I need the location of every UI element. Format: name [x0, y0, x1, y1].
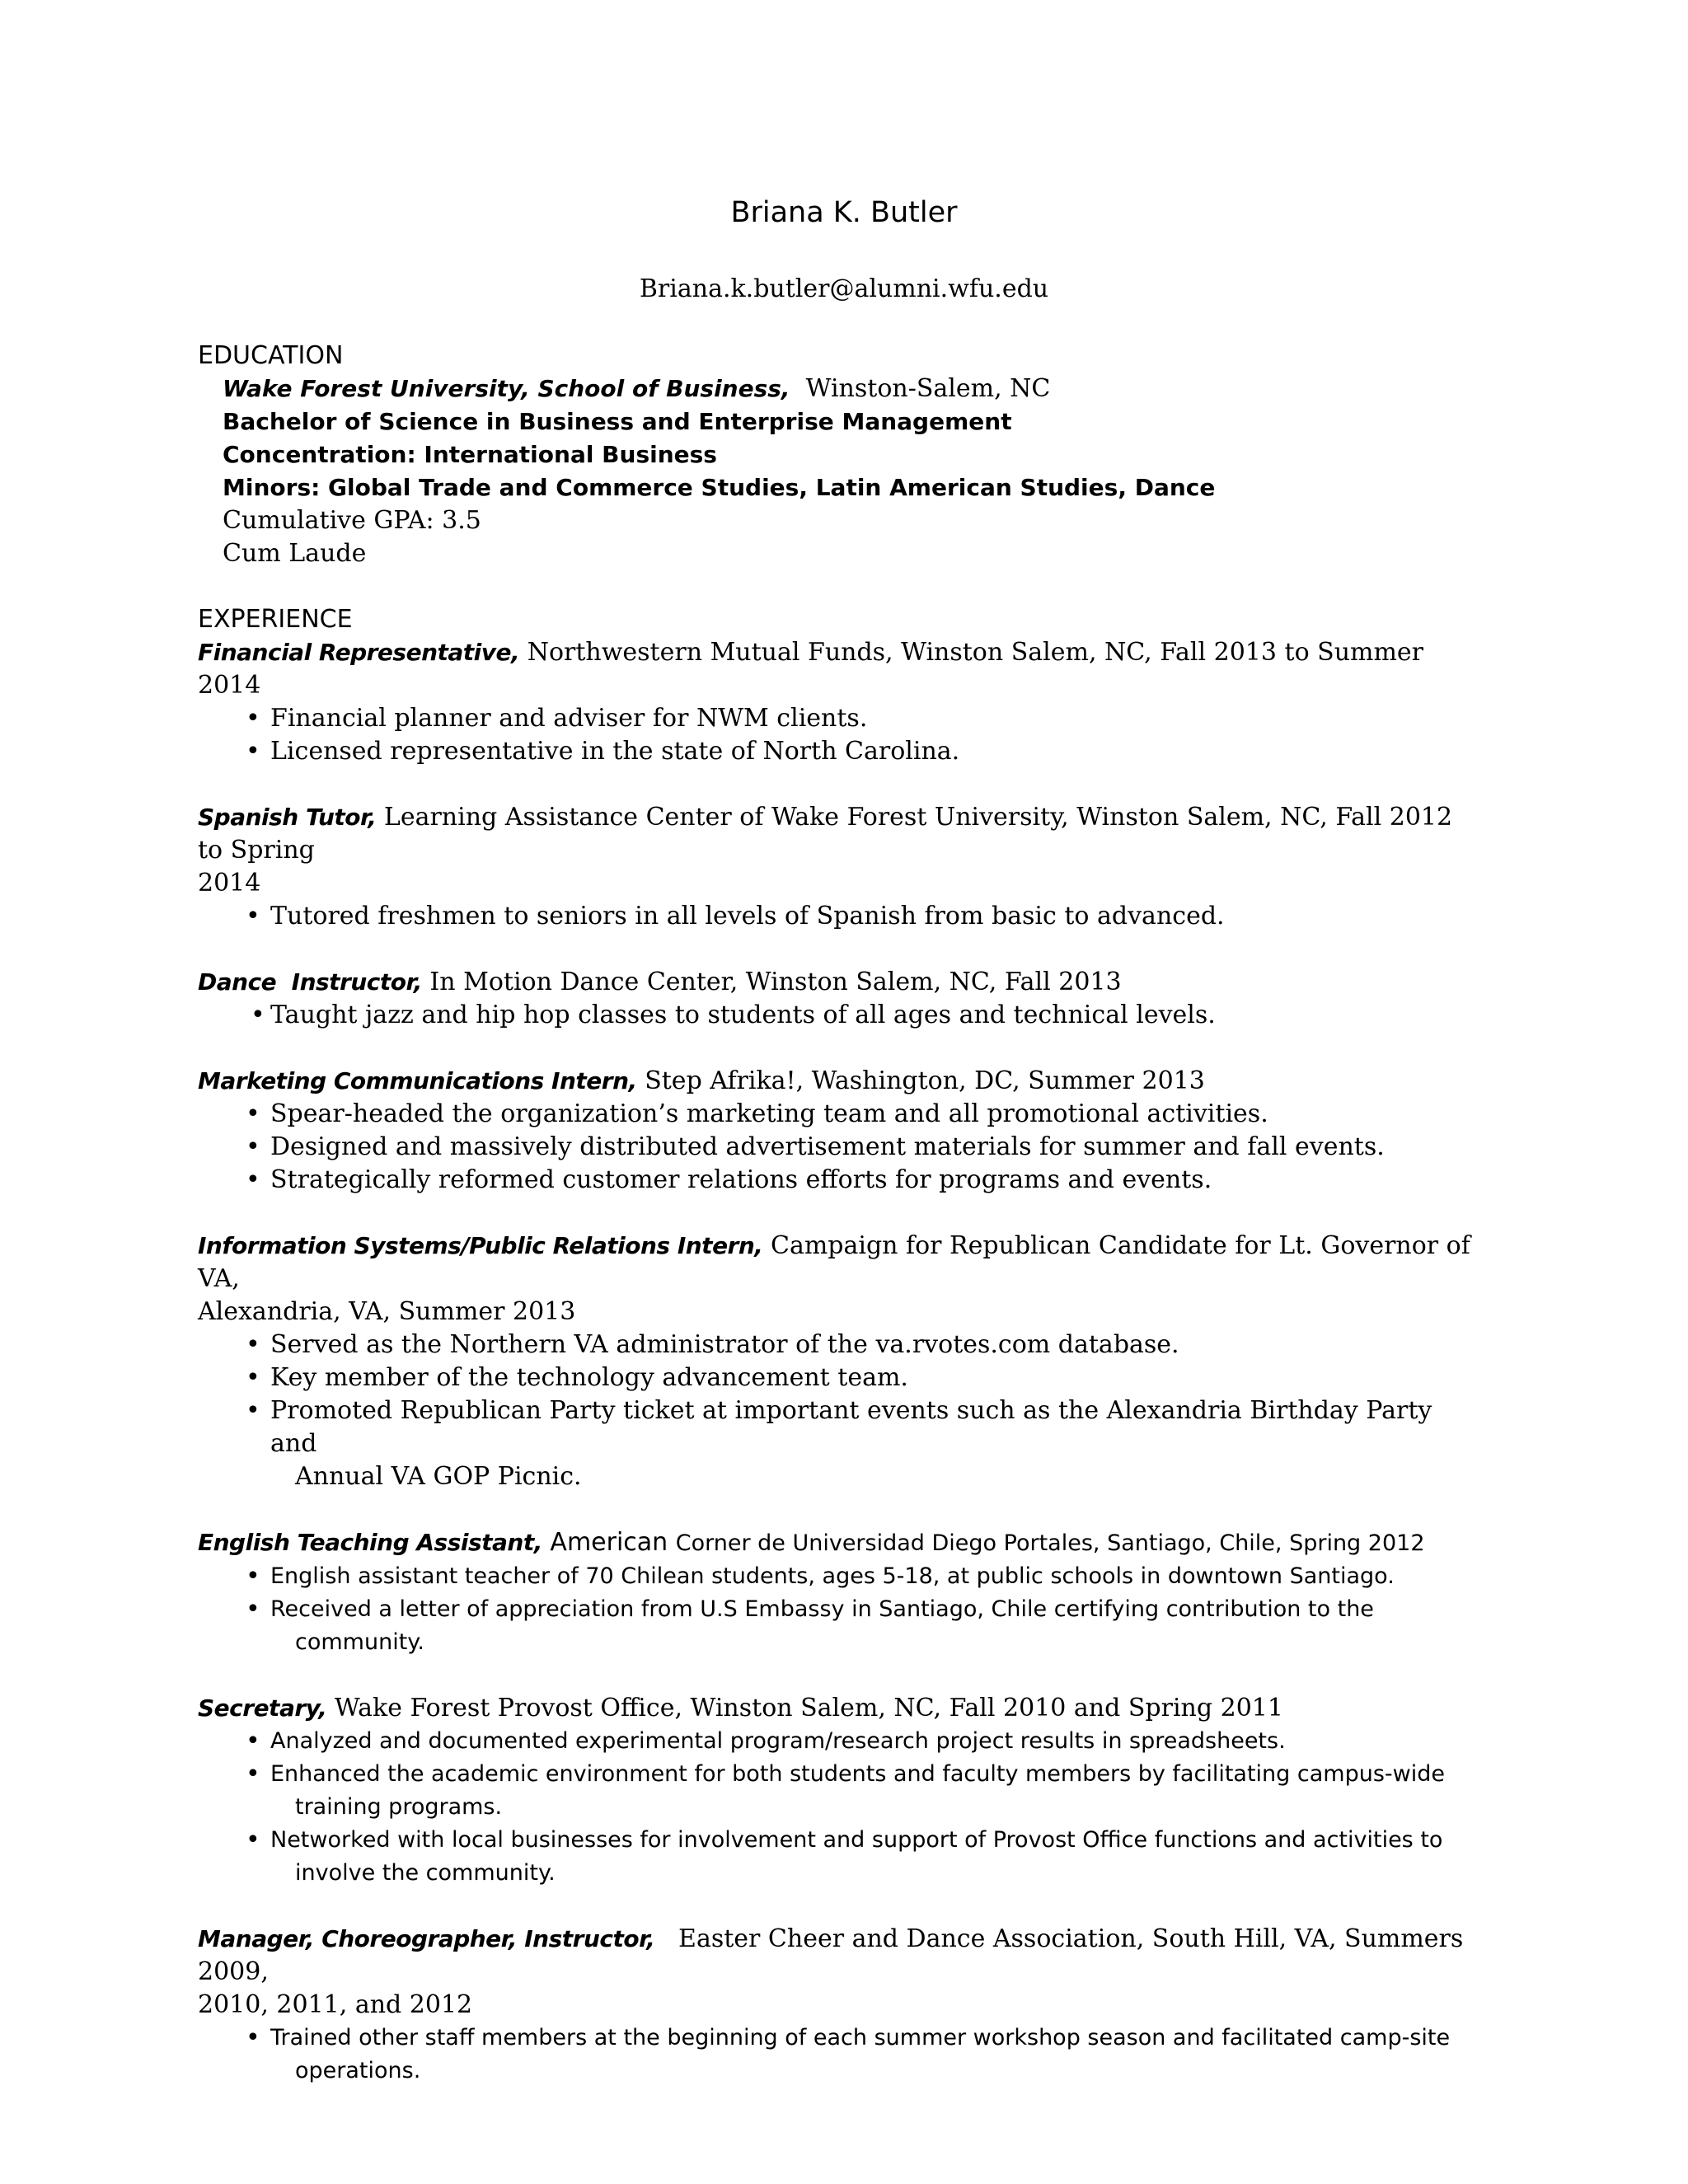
job-bullets — [198, 702, 1484, 768]
job-details: Corner de Universidad Diego Portales, Santiago, Chile, Spring 2012 — [675, 1530, 1425, 1556]
bullet-icon: • — [246, 1396, 260, 1425]
job-details: Step Afrika!, Washington, DC, Summer 2013 — [645, 1066, 1205, 1095]
bullet-text: Strategically reformed customer relations efforts for programs and events. — [270, 1165, 1212, 1194]
job-bullet — [198, 1725, 1484, 1758]
bullet-text: Enhanced the academic environment for both students and faculty members by facilitating campus-wide — [270, 1761, 1445, 1787]
job-title: Manager, Choreographer, Instructor, — [198, 1925, 655, 1952]
bullet-icon: • — [246, 1727, 260, 1755]
job-entry — [198, 1526, 1484, 1659]
bullet-icon: • — [246, 1363, 260, 1392]
job-header — [198, 1230, 1484, 1296]
candidate-name: Briana K. Butler — [730, 196, 958, 229]
resume-body — [198, 340, 1484, 2088]
job-details: Campaign for Republican Candidate for Lt. Governor of VA, — [198, 1231, 1470, 1293]
job-title: Marketing Communications Intern, — [198, 1067, 637, 1094]
job-details: Wake Forest Provost Office, Winston Salem, NC, Fall 2010 and Spring 2011 — [334, 1694, 1283, 1722]
bullet-icon: • — [246, 1132, 260, 1161]
job-entry — [198, 1065, 1484, 1197]
job-bullets — [198, 1329, 1484, 1493]
job-bullets — [198, 2022, 1484, 2088]
bullet-icon: • — [246, 2023, 260, 2052]
job-bullet — [198, 1361, 1484, 1394]
job-title: Secretary, — [198, 1694, 327, 1722]
bullet-text: Received a letter of appreciation from U.S Embassy in Santiago, Chile certifying contribution to the — [270, 1596, 1374, 1622]
bullet-text: Taught jazz and hip hop classes to students of all ages and technical levels. — [270, 1001, 1216, 1029]
education-school-line — [223, 373, 1484, 405]
job-title: Dance Instructor, — [198, 968, 422, 996]
job-header — [198, 1923, 1484, 1989]
bullet-text: Key member of the technology advancement team. — [270, 1363, 908, 1392]
bullet-text: Networked with local businesses for involvement and support of Provost Office functions and activities to — [270, 1827, 1443, 1853]
education-location: Winston-Salem, NC — [805, 374, 1051, 403]
bullet-icon: • — [246, 1760, 260, 1788]
bullet-text: Promoted Republican Party ticket at important events such as the Alexandria Birthday Party and — [270, 1396, 1432, 1458]
job-entry — [198, 966, 1484, 1032]
education-minors: Minors: Global Trade and Commerce Studies, Latin American Studies, Dance — [223, 474, 1216, 501]
job-title: Financial Representative, — [198, 639, 520, 666]
job-bullets — [198, 1098, 1484, 1197]
bullet-text-cont: Annual VA GOP Picnic. — [295, 1462, 582, 1491]
job-details: Easter Cheer and Dance Association, South Hill, VA, Summers 2009, — [198, 1924, 1464, 1986]
job-details-cont: 2014 — [198, 869, 261, 898]
education-concentration: Concentration: International Business — [223, 441, 717, 468]
job-details: Learning Assistance Center of Wake Forest University, Winston Salem, NC, Fall 2012 to Spring — [198, 803, 1453, 865]
job-entry — [198, 801, 1484, 933]
education-honors: Cum Laude — [223, 539, 367, 568]
job-bullet — [198, 999, 1484, 1032]
job-title: Information Systems/Public Relations Intern, — [198, 1232, 763, 1259]
job-entry — [198, 1692, 1484, 1890]
job-bullets — [198, 999, 1484, 1032]
education-heading: EDUCATION — [198, 341, 344, 370]
job-bullet — [198, 1164, 1484, 1197]
bullet-icon: • — [246, 1562, 260, 1591]
job-bullet — [198, 900, 1484, 933]
job-header — [198, 1526, 1484, 1560]
job-bullet — [198, 1329, 1484, 1361]
bullet-text: Licensed representative in the state of North Carolina. — [270, 737, 960, 766]
bullet-text: Designed and massively distributed advertisement materials for summer and fall events. — [270, 1132, 1385, 1161]
job-bullet — [198, 2022, 1484, 2088]
education-section — [198, 373, 1484, 570]
job-details: In Motion Dance Center, Winston Salem, NC, Fall 2013 — [429, 968, 1122, 996]
job-details-bold: American — [550, 1528, 668, 1557]
job-bullet — [198, 702, 1484, 735]
job-entry — [198, 1230, 1484, 1493]
bullet-text: Analyzed and documented experimental program/research project results in spreadsheets. — [270, 1728, 1286, 1754]
job-header — [198, 801, 1484, 867]
candidate-email: Briana.k.butler@alumni.wfu.edu — [639, 274, 1049, 303]
bullet-icon: • — [246, 704, 260, 733]
bullet-icon: • — [251, 1001, 265, 1029]
education-school: Wake Forest University, School of Business, — [223, 375, 790, 402]
bullet-icon: • — [246, 1595, 260, 1624]
bullet-icon: • — [246, 737, 260, 766]
bullet-icon: • — [246, 1165, 260, 1194]
bullet-text: Trained other staff members at the beginning of each summer workshop season and facilitated camp-site — [270, 2025, 1451, 2050]
bullet-text-cont: operations. — [295, 2058, 421, 2083]
bullet-icon: • — [246, 1825, 260, 1854]
job-bullet — [198, 1098, 1484, 1131]
job-details-cont: Alexandria, VA, Summer 2013 — [198, 1297, 576, 1326]
bullet-text: Tutored freshmen to seniors in all levels of Spanish from basic to advanced. — [270, 902, 1225, 930]
education-degree: Bachelor of Science in Business and Enterprise Management — [223, 408, 1012, 435]
job-header — [198, 1065, 1484, 1098]
education-gpa: Cumulative GPA: 3.5 — [223, 506, 481, 535]
bullet-text-cont: training programs. — [295, 1794, 503, 1820]
job-bullet — [198, 1560, 1484, 1593]
job-title: Spanish Tutor, — [198, 804, 377, 831]
job-entry — [198, 1923, 1484, 2088]
bullet-text: Financial planner and adviser for NWM clients. — [270, 704, 868, 733]
job-header — [198, 636, 1484, 702]
job-bullet — [198, 1758, 1484, 1824]
bullet-text-cont: community. — [295, 1629, 424, 1655]
job-details-cont: 2010, 2011, and 2012 — [198, 1990, 473, 2019]
job-bullet — [198, 1593, 1484, 1659]
job-header — [198, 1692, 1484, 1725]
job-bullet — [198, 1131, 1484, 1164]
job-bullets — [198, 1725, 1484, 1890]
bullet-text: Spear-headed the organization’s marketing team and all promotional activities. — [270, 1099, 1268, 1128]
job-bullet — [198, 1824, 1484, 1890]
job-bullets — [198, 1560, 1484, 1659]
bullet-text: English assistant teacher of 70 Chilean students, ages 5-18, at public schools in downtown Santiago. — [270, 1563, 1395, 1589]
job-title: English Teaching Assistant, — [198, 1529, 542, 1556]
job-bullet — [198, 1394, 1484, 1493]
job-entry — [198, 636, 1484, 768]
job-bullet — [198, 735, 1484, 768]
bullet-text: Served as the Northern VA administrator of the va.rvotes.com database. — [270, 1330, 1179, 1359]
experience-heading: EXPERIENCE — [198, 605, 353, 634]
job-bullets — [198, 900, 1484, 933]
bullet-icon: • — [246, 1099, 260, 1128]
bullet-text-cont: involve the community. — [295, 1860, 556, 1886]
job-header — [198, 966, 1484, 999]
bullet-icon: • — [246, 1330, 260, 1359]
job-details: Northwestern Mutual Funds, Winston Salem, NC, Fall 2013 to Summer 2014 — [198, 638, 1424, 700]
bullet-icon: • — [246, 902, 260, 930]
